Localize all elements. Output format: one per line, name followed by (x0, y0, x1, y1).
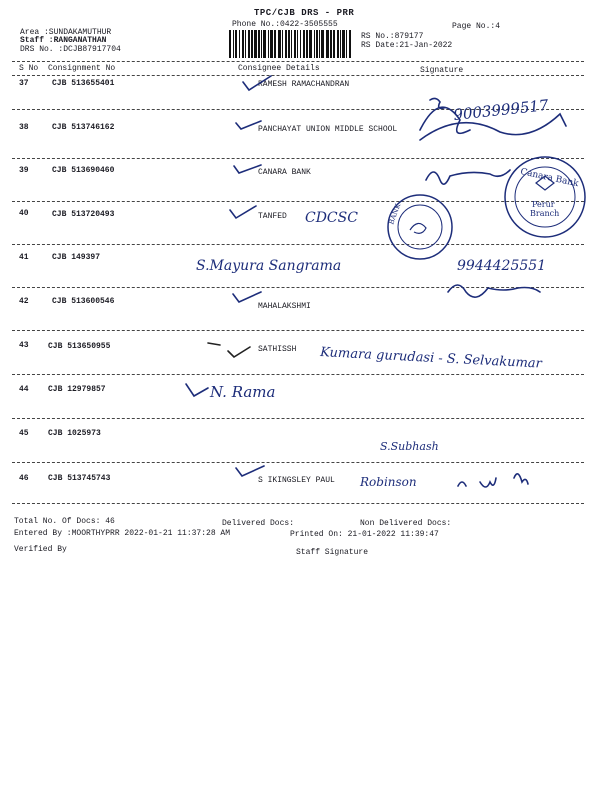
tick-mark-icon (236, 121, 261, 129)
col-sno-header: S No (19, 64, 39, 73)
row-consignment: CJB 513655401 (52, 79, 115, 88)
row-consignee: RAMESH RAMACHANDRAN (258, 80, 350, 89)
handwritten-note: Robinson (360, 475, 417, 489)
non-delivered-docs: Non Delivered Docs: (360, 519, 452, 528)
staff-label: Staff :RANGANATHAN (20, 36, 107, 45)
row-consignment: CJB 513650955 (48, 342, 111, 351)
handwritten-phone: 9003999517 (452, 96, 550, 124)
tick-mark-icon (208, 343, 250, 357)
row-sno: 39 (19, 166, 29, 175)
verified-by: Verified By (14, 545, 67, 554)
row-sno: 38 (19, 123, 29, 132)
row-sno: 42 (19, 297, 29, 306)
row-consignment: CJB 513746162 (52, 123, 115, 132)
row-consignment: CJB 513690460 (52, 166, 115, 175)
area-label: Area :SUNDAKAMUTHUR (20, 28, 112, 37)
total-docs: Total No. Of Docs: 46 (14, 517, 115, 526)
seal-text: BANK (387, 202, 403, 226)
tick-mark-icon (233, 292, 261, 302)
entered-by: Entered By :MOORTHYPRR 2022-01-21 11:37:28 AM (14, 529, 231, 538)
signature-scribble (426, 170, 510, 184)
round-seal-icon (387, 195, 452, 259)
stamp-branch-label: Branch (530, 209, 560, 218)
row-sno: 40 (19, 209, 29, 218)
handwritten-name: N. Rama (210, 383, 276, 401)
handwritten-note: Kumara gurudasi - S. Selvakumar (319, 345, 543, 372)
row-sno: 45 (19, 429, 29, 438)
bank-stamp-icon (505, 157, 585, 237)
tick-mark-icon (243, 76, 271, 90)
col-signature-header: Signature (420, 66, 464, 75)
staff-signature-label: Staff Signature (296, 548, 369, 557)
stamp-bank-name: Canara Bank (519, 167, 580, 190)
tick-mark-icon (230, 206, 256, 218)
row-consignment: CJB 149397 (52, 253, 101, 262)
handwritten-signature: S.Subhash (380, 440, 439, 453)
row-sno: 37 (19, 79, 29, 88)
row-consignment: CJB 12979857 (48, 385, 106, 394)
tick-mark-icon (236, 466, 264, 476)
handwritten-note: CDCSC (305, 210, 358, 226)
row-sno: 43 (19, 341, 29, 350)
printed-on: Printed On: 21-01-2022 11:39:47 (290, 530, 439, 539)
row-consignment: CJB 1025973 (48, 429, 101, 438)
delivered-docs: Delivered Docs: (222, 519, 295, 528)
col-consignee-header: Consignee Details (238, 64, 320, 73)
handwritten-phone: 9944425551 (457, 258, 547, 274)
row-consignee: MAHALAKSHMI (258, 302, 311, 311)
doc-title: TPC/CJB DRS - PRR (254, 8, 355, 18)
row-consignee: S IKINGSLEY PAUL (258, 476, 335, 485)
handwritten-name: S.Mayura Sangrama (196, 258, 342, 274)
phone-number: Phone No.:0422-3505555 (232, 20, 338, 29)
row-consignee: PANCHAYAT UNION MIDDLE SCHOOL (258, 125, 398, 134)
row-consignment: CJB 513720493 (52, 210, 115, 219)
row-consignment: CJB 513600546 (52, 297, 115, 306)
row-consignee: CANARA BANK (258, 168, 311, 177)
rs-number: RS No.:879177 (361, 32, 424, 41)
signature-scribble (458, 474, 528, 487)
stamp-branch-name: Perur (532, 200, 555, 209)
row-consignee: TANFED (258, 212, 287, 221)
rs-date: RS Date:21-Jan-2022 (361, 41, 453, 50)
page-number: Page No.:4 (452, 22, 501, 31)
signature-scribble (448, 285, 540, 297)
row-sno: 41 (19, 253, 29, 262)
row-consignee: SATHISSH (258, 345, 297, 354)
row-sno: 44 (19, 385, 29, 394)
row-consignment: CJB 513745743 (48, 474, 111, 483)
tick-mark-icon (186, 384, 208, 396)
col-consignment-header: Consignment No (48, 64, 116, 73)
tick-mark-icon (234, 165, 261, 173)
row-sno: 46 (19, 474, 29, 483)
drs-number: DRS No. :DCJB87917704 (20, 45, 121, 54)
